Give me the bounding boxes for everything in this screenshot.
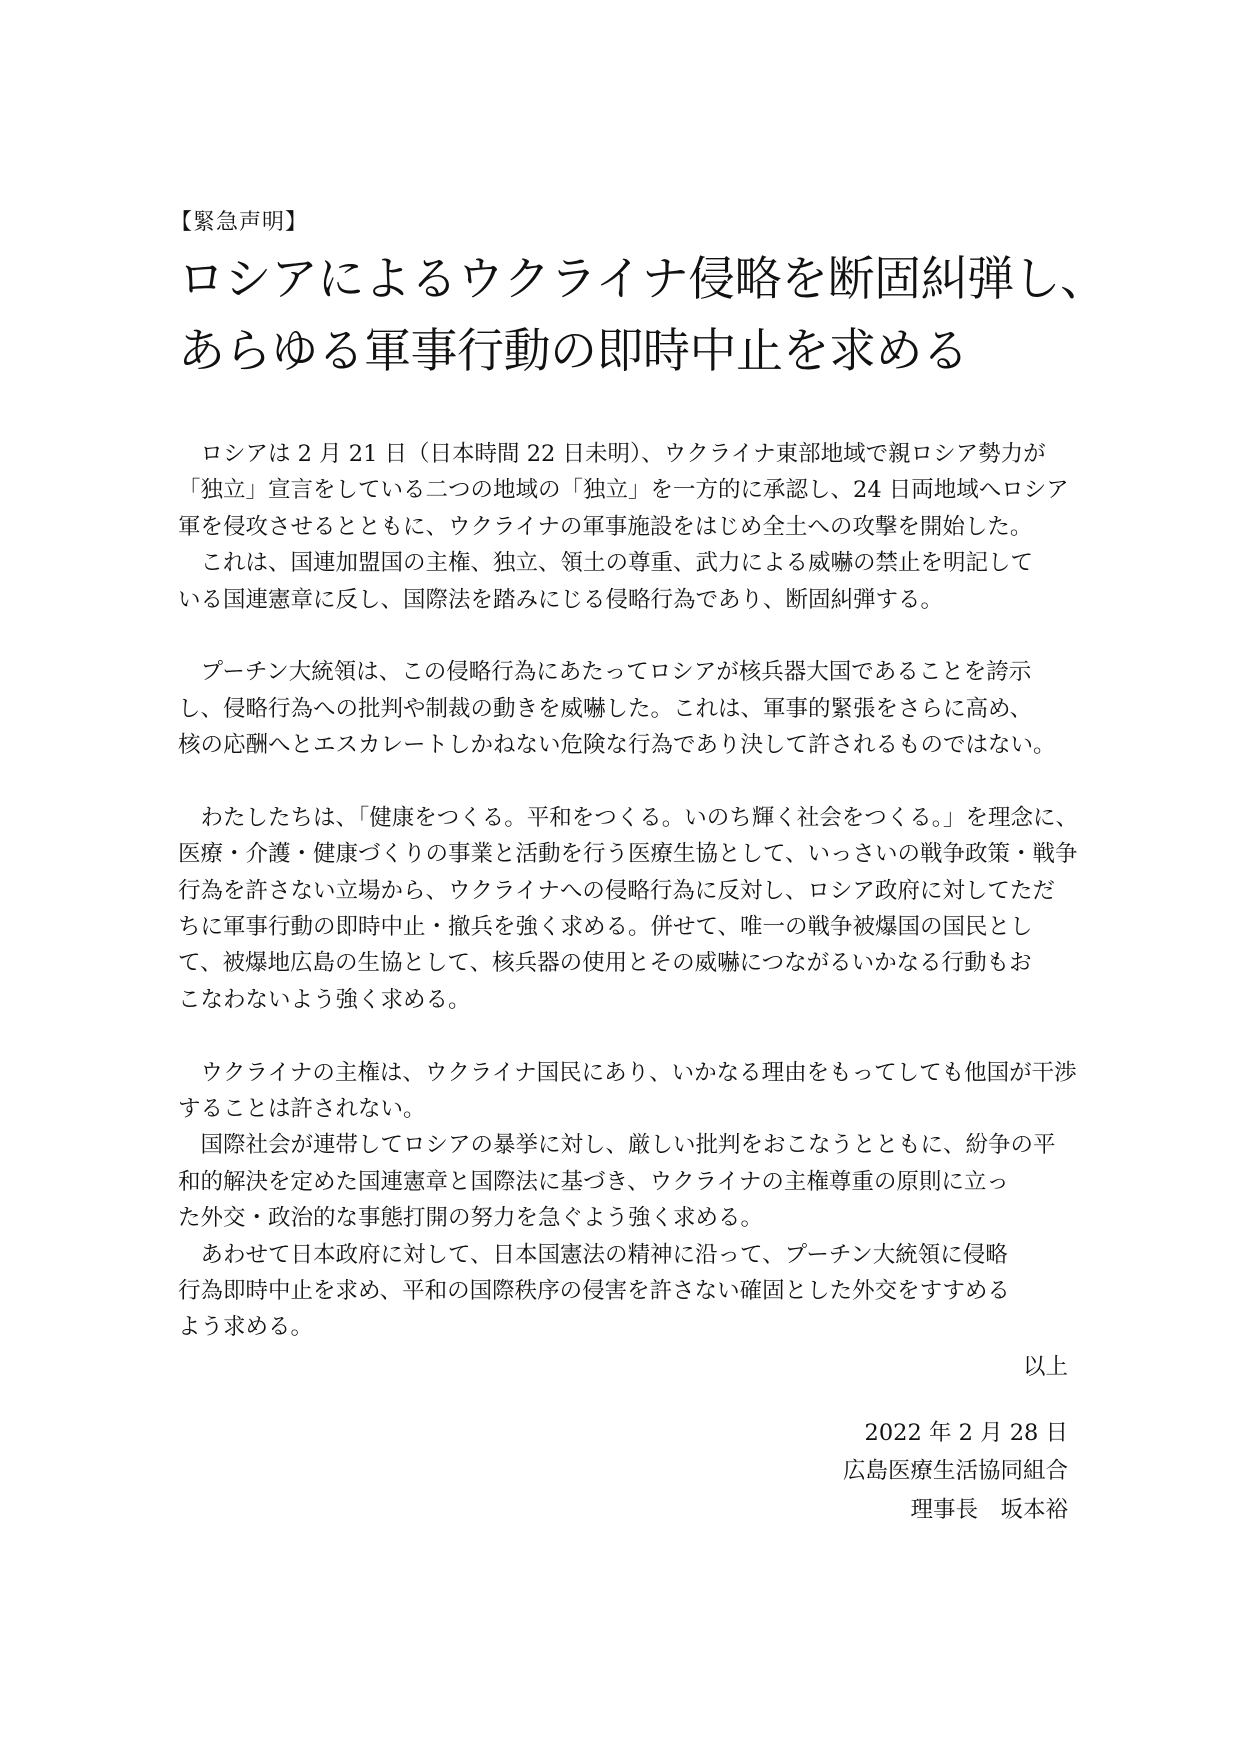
- body-line: わたしたちは、「健康をつくる。平和をつくる。いのち輝く社会をつくる。」を理念に、: [178, 804, 1079, 831]
- statement-date: 2022 年 2 月 28 日: [864, 1419, 1068, 1446]
- body-line: 行為即時中止を求め、平和の国際秩序の侵害を許さない確固とした外交をすすめる: [178, 1277, 1010, 1304]
- statement-label: 【緊急声明】: [170, 210, 309, 235]
- title-line: ロシアによるウクライナ侵略を断固糾弾し、: [178, 252, 1107, 307]
- body-line: 核の応酬へとエスカレートしかねない危険な行為であり決して許されるものではない。: [178, 732, 1056, 759]
- organization-name: 広島医療生活協同組合: [842, 1458, 1068, 1485]
- paragraph-gap: [178, 764, 1068, 800]
- body-line: 国際社会が連帯してロシアの暴挙に対し、厳しい批判をおこなうとともに、紛争の平: [178, 1132, 1056, 1159]
- body-line: 行為を許さない立場から、ウクライナへの侵略行為に反対し、ロシア政府に対してただ: [178, 877, 1055, 904]
- statement-page: [170, 208, 1107, 1529]
- body-line: 医療・介護・健康づくりの事業と活動を行う医療生協として、いっさいの戦争政策・戦争: [178, 841, 1078, 868]
- statement-body: [178, 436, 1079, 1346]
- paragraph-gap: [178, 618, 1068, 654]
- body-line: ちに軍事行動の即時中止・撤兵を強く求める。併せて、唯一の戦争被爆国の国民とし: [178, 914, 1033, 941]
- title-line: あらゆる軍事行動の即時中止を求める: [178, 324, 969, 379]
- body-line: これは、国連加盟国の主権、独立、領土の尊重、武力による威嚇の禁止を明記して: [178, 550, 1034, 577]
- body-line: ウクライナの主権は、ウクライナ国民にあり、いかなる理由をもってしても他国が干渉: [178, 1059, 1077, 1086]
- body-line: 軍を侵攻させるとともに、ウクライナの軍事施設をはじめ全土への攻撃を開始した。: [178, 513, 1033, 540]
- body-line: 「独立」宣言をしている二つの地域の「独立」を一方的に承認し、24 日両地域へロシア: [178, 477, 1069, 504]
- paragraph-gap: [178, 1018, 1068, 1054]
- body-line: し、侵略行為への批判や制裁の動きを威嚇した。これは、軍事的緊張をさらに高め、: [178, 695, 1033, 722]
- body-line: あわせて日本政府に対して、日本国憲法の精神に沿って、プーチン大統領に侵略: [178, 1241, 1008, 1268]
- closing-mark: 以上: [1022, 1353, 1068, 1380]
- statement-title: [178, 244, 1107, 388]
- body-line: することは許されない。: [178, 1096, 426, 1123]
- body-line: て、被爆地広島の生協として、核兵器の使用とその威嚇につながるいかなる行動もお: [178, 950, 1032, 977]
- body-line: プーチン大統領は、この侵略行為にあたってロシアが核兵器大国であることを誇示: [178, 659, 1032, 686]
- body-line: 和的解決を定めた国連憲章と国際法に基づき、ウクライナの主権尊重の原則に立っ: [178, 1168, 1009, 1195]
- body-line: た外交・政治的な事態打開の努力を急ぐよう強く求める。: [178, 1205, 764, 1232]
- body-line: よう求める。: [178, 1314, 314, 1341]
- signature-block: [178, 1414, 1068, 1530]
- body-line: こなわないよう強く求める。: [178, 986, 471, 1013]
- body-line: ロシアは 2 月 21 日（日本時間 22 日未明）、ウクライナ東部地域で親ロシア勢力が: [178, 441, 1046, 467]
- body-line: いる国連憲章に反し、国際法を踏みにじる侵略行為であり、断固糾弾する。: [178, 586, 944, 613]
- signer-name: 理事長 坂本裕: [910, 1496, 1068, 1523]
